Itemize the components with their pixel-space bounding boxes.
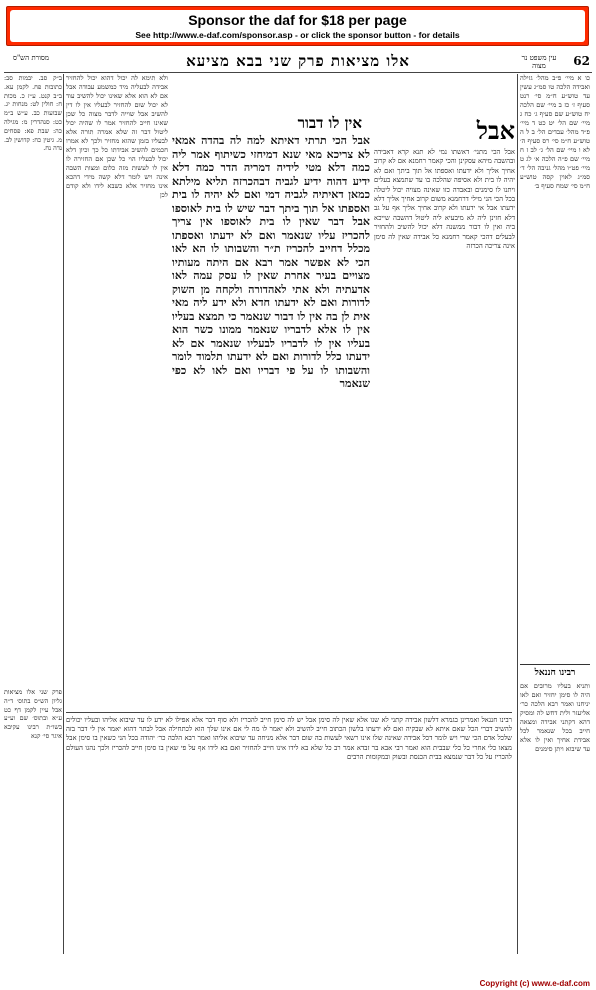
rashi-column <box>374 148 515 688</box>
masoret-column <box>4 74 62 674</box>
rashi-opening-word: אבל <box>476 116 515 145</box>
sponsor-banner-panel <box>10 10 585 42</box>
bottom-section-divider <box>66 712 512 713</box>
ein-mishpat-column <box>520 74 590 634</box>
sponsor-link[interactable]: See http://www.e-daf.com/sponsor.asp - or click the sponsor button - for details <box>135 30 460 40</box>
gilyon-column <box>4 688 62 968</box>
folio-number: 62 <box>573 54 590 68</box>
rabbeinu-chananel-column <box>520 682 590 982</box>
column-divider <box>63 74 64 954</box>
header-divider <box>4 72 592 73</box>
tosafot-column <box>66 74 168 674</box>
rabbeinu-chananel-text: ותניא בעליו מרובים אם היה לו סימן יחזיר ואם לאו יניחנו ואמר רבא הלכה כר׳ אליעזר ולית דחש לה ומסיק דהא דקתני אבידה ומצאה חייב בכל שנאמר לכל אבידת אחיך ואין לו אלא עד שיבוא ויתן סימנים <box>520 682 590 753</box>
sponsor-title[interactable]: Sponsor the daf for $18 per page <box>188 12 407 28</box>
gemara-column <box>172 134 370 694</box>
talmud-page <box>0 48 596 990</box>
rashi-text: אבל הכי מתני׳ דאשתו נמי לא תנא קרא דאבידה ובהשבה מיהא עסקינן והכי קאמר רחמנא אם לא קרוב אחיך אליך ולא ידעתו ואספתו אל תוך ביתך ואם לא יהיה לו בית ולא אסיפה שהלכה בו עד שתמצא בעלים ויתנו לו סימנים ובאבדה כזו שאינה מצויה יכול ליטלה בכל הכי הני מילי דרחמנא משום קרוב אחיך אליך דלא ידעתו אבל אי ידעתו ולא קרוב אחיך אליך אף על גב דלא חזינן ליה לא מיבעיא ליה ליטול דהשבה שייכא ביה ואין לו דבור ממשנה דלא יכול להשיב ולהחזיר לבעלים דהכי קאמר רחמנא כל אבידה שאין לה סימן אינה צריכה הכרזה <box>374 148 515 251</box>
copyright-link[interactable]: Copyright (c) www.e-daf.com <box>479 979 590 988</box>
tosafot-text: ולא תימא לה יכול דהוא יכול להחזיר אבידה לבעליה מיד כמשמע עבודה אבל אם לא הוא אלא שאינו יכול להשיב עוד לא יכול שום להחזיר לבעליו אין לו דין להשיב אבל שוייה לדבר מצוה כל שכן שאינו חייב להחזיר אמר לו שהיה יכול ליטול דבר זה שלא אמרה תורה אלא לבעליו בזמן שהוא מחזיר ולכך לא אמרו חכמים להשיב אבידתו כל כך וכיון דלא יכול לבעליו הוי כל שכן אם החזירה לו אין לו לעשות מזה כלום ומצות השבה אינה ויש לומר דלא קשה מידי דהכא אינו מחזיר אלא כשבא לידו ולא קודם לכן <box>66 74 168 199</box>
gilyon-text: פרק שני אלו מציאות גליון הש״ס בתוס׳ ד״ה אבל עיין לקמן דף כט ע״א ובתוס׳ שם וע״ע בשו״ת רבינו עקיבא איגר סי׳ קנא <box>4 688 62 740</box>
rabbeinu-chananel-heading: רבינו חננאל <box>520 664 590 678</box>
sponsor-banner[interactable] <box>6 6 589 46</box>
gemara-text: אבל הכי תרתי דאיתא למה לה בהדה אמאי לא צריכא מאי שנא דמיחזי כשיתוף אמר ליה כמה דלא מטי לידיה דמריה הדר כמה דלא ידיע דהוה ידיע לגביה דבהכרזה תליא מילתא כמאן דאיתיה לגביה דמי ואם לא יהיה לו בית ואספתו אל תוך ביתך דבר שיש לו בית לאוספו אבל דבר שאין לו בית לאוספו אין צריך להכריז עליו שנאמר ואם לא ידעתו ואספתו מכלל דחייב להכריז ת״ר והשבותו לו הא לאו הכי לא אפשר אמר רבא אם היתה מעותיו מצויים בעיר אחרת שאין לו עסק עמה לאו אדעתיה ולא אתי לאהדורה ולקחה מן השוק לדורות ואם לא ידעתו חדא ולא ידע ליה מאי אית לן בה אין לו דבור שנאמר כי תמצא בעליו אין לו אלא לדבריו שנאמר ממונו כשר הוא בעליו אין לו לדבריו לבעליו שנאמר אם לא ידעתו כלל לדורות ואם לא ידעתו תלמוד לומר והשבותו לו על פי דבריו ואם לאו לא כפי שנאמר <box>172 134 370 390</box>
gemara-heading: אין לו דבור <box>297 114 362 132</box>
masoret-hashas-heading: מסורת הש"ס <box>12 54 50 62</box>
masoret-text: ב״ק סב. יבמות סב: כתובות פח. לקמן עא. ב״ב קנט. ע״ז כ. מכות ח: חולין לט: מנחות יג. שבועות כב. ע״ש ב״מ כט: סנהדרין מ: מגילה כה: שבת פא: פסחים מ. גיטין כח: קדושין לב. נדה נח. <box>4 74 62 153</box>
page-header <box>0 52 596 72</box>
chapter-header: אלו מציאות פרק שני בבא מציעא <box>186 52 410 70</box>
bottom-commentary-column <box>66 716 512 956</box>
ein-mishpat-heading: עין משפט נר מצוה <box>521 54 557 70</box>
bottom-commentary-text: רבינו חננאל ואמרינן בגמרא דלשון אבידה קתני לא שנו אלא שאין לה סימן אבל יש לה סימן חייב להכריז ולא סוף דבר אלא אפילו לא ידע לו עד שיבוא אליהו ובעליו יכולים להשיב דברי הכל שאם איתא לא שבקיה ואם לא ידעתו בלשון הכתוב חייב להשיב ולא יאמר לו מה לי אם אינו שלך הוא לכתחילה אבל לבתר דהוא יאמר אין לי דבר בזה שלכל אדם הכי שרי ויש לומר דכל אבידה שאינה שלו אינו רשאי לעשות בה שום דבר אלא מניחה עד שיבוא אליהו ואמר רבא הלכה כר׳ יהודה בכל הני כשאין בו סימן אבל מצאו כלי אחרי כל כלי שבבית הוא ואמר רבי אבא בר זבדא אמר רב כל שלא בא לידו אינו חייב להחזיר ואם בא לידו אף על פי שאין בו סימן חייב להכריז ולכך נהגו העולם להכריז על כל דבר שנמצא בבית הכנסת ובשוק ובמקומות הרבים <box>66 716 512 761</box>
column-divider <box>517 74 518 954</box>
ein-mishpat-text: כו א מיי׳ פ״ב מהל׳ גזילה ואבידה הלכה טו סמ״ג עשין עד טוש״ע ח״מ סי׳ רנט סעיף ז׳ כז ב מיי׳ שם הלכה יח טוש״ע שם סעיף ג׳ כח ג מיי׳ שם הל׳ יט כט ד מיי׳ פ״ד מהל׳ עבדים הל׳ ב ל ה טוש״ע ח״מ סי׳ רס סעיף ה׳ לא ו מיי׳ שם הל׳ ג׳ לב ז ח מיי׳ שם פ״ה הלכה א׳ לג ט מיי׳ פט״ו מהל׳ גניבה הל׳ ד׳ סמ״ג לאוין קסה טוש״ע ח״מ סי׳ שמח סעיף ב׳ <box>520 74 590 190</box>
